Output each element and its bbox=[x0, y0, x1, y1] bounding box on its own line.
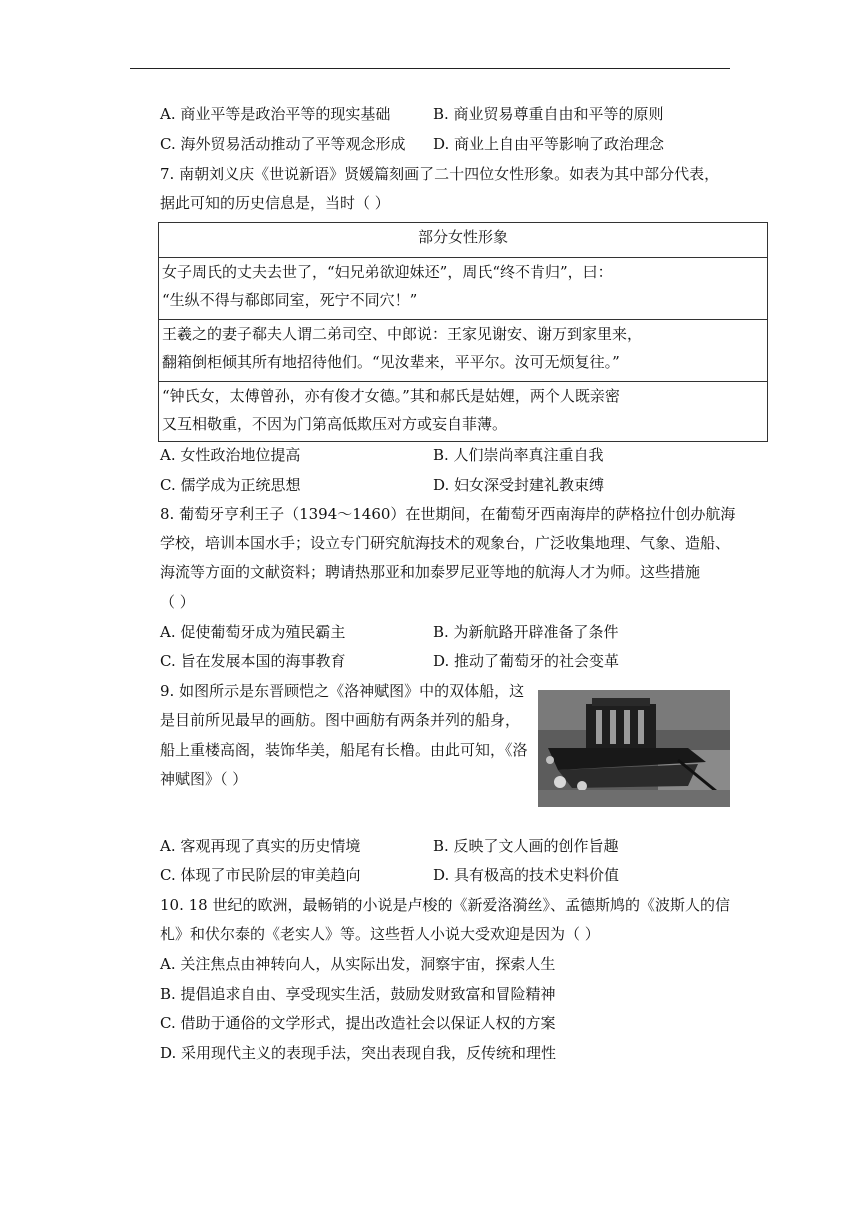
q10-option-a[interactable]: A. 关注焦点由神转向人，从实际出发，洞察宇宙，探索人生 bbox=[160, 955, 556, 973]
q7-option-b[interactable]: B. 人们崇尚率真注重自我 bbox=[433, 446, 604, 464]
q9-option-c[interactable]: C. 体现了市民阶层的审美趋向 bbox=[160, 866, 361, 884]
q8-option-c[interactable]: C. 旨在发展本国的海事教育 bbox=[160, 652, 346, 670]
q9-stem-line1: 9. 如图所示是东晋顾恺之《洛神赋图》中的双体船，这 bbox=[160, 682, 525, 700]
q9-stem-line4: 神赋图》（ ） bbox=[160, 770, 248, 788]
q7-table-row-2 bbox=[159, 319, 767, 381]
q6-option-c[interactable]: C. 海外贸易活动推动了平等观念形成 bbox=[160, 135, 406, 153]
q9-stem-line2: 是目前所见最早的画舫。图中画舫有两条并列的船身， bbox=[160, 711, 521, 729]
q10-option-c[interactable]: C. 借助于通俗的文学形式，提出改造社会以保证人权的方案 bbox=[160, 1014, 556, 1032]
header-rule bbox=[130, 68, 730, 69]
q8-option-d[interactable]: D. 推动了葡萄牙的社会变革 bbox=[433, 652, 620, 670]
q6-option-d[interactable]: D. 商业上自由平等影响了政治理念 bbox=[433, 135, 665, 153]
q8-option-b[interactable]: B. 为新航路开辟准备了条件 bbox=[433, 623, 619, 641]
q7-row3-line2: 又互相敬重，不因为门第高低欺压对方或妄自菲薄。 bbox=[162, 415, 508, 433]
q7-row1-line1: 女子周氏的丈夫去世了，“妇兄弟欲迎妹还”，周氏“终不肯归”，曰： bbox=[162, 263, 613, 281]
q10-stem-line1: 10. 18 世纪的欧洲，最畅销的小说是卢梭的《新爱洛漪丝》、孟德斯鸠的《波斯人的信 bbox=[160, 896, 730, 914]
q7-row1-line2: “生纵不得与郗郎同室，死宁不同穴！” bbox=[162, 291, 418, 309]
q10-stem-line2: 札》和伏尔泰的《老实人》等。这些哲人小说大受欢迎是因为（ ） bbox=[160, 925, 600, 943]
q7-row3-line1: “钟氏女，太傅曾孙，亦有俊才女德。”其和郝氏是姑娌，两个人既亲密 bbox=[162, 387, 620, 405]
q9-stem-line3: 船上重楼高阁，装饰华美，船尾有长橹。由此可知，《洛 bbox=[160, 741, 528, 759]
q7-row2-line2: 翻箱倒柜倾其所有地招待他们。“见汝辈来，平平尔。汝可无烦复往。” bbox=[162, 353, 620, 371]
q7-table-row-3 bbox=[159, 381, 767, 442]
q7-option-d[interactable]: D. 妇女深受封建礼教束缚 bbox=[433, 476, 605, 494]
q7-table bbox=[158, 222, 768, 442]
q9-option-a[interactable]: A. 客观再现了真实的历史情境 bbox=[160, 837, 361, 855]
q8-stem-line1: 8. 葡萄牙亨利王子（1394～1460）在世期间，在葡萄牙西南海岸的萨格拉什创办航海 bbox=[160, 505, 736, 523]
q9-option-b[interactable]: B. 反映了文人画的创作旨趣 bbox=[433, 837, 619, 855]
q7-table-header: 部分女性形象 bbox=[417, 228, 508, 246]
q8-stem-line4: （ ） bbox=[160, 593, 195, 611]
q6-option-a[interactable]: A. 商业平等是政治平等的现实基础 bbox=[160, 105, 391, 123]
q7-row2-line1: 王羲之的妻子郗夫人谓二弟司空、中郎说：王家见谢安、谢万到家里来， bbox=[162, 325, 643, 343]
q7-stem-line2: 据此可知的历史信息是，当时（ ） bbox=[160, 194, 390, 212]
q6-option-b[interactable]: B. 商业贸易尊重自由和平等的原则 bbox=[433, 105, 664, 123]
q9-option-d[interactable]: D. 具有极高的技术史料价值 bbox=[433, 866, 620, 884]
q7-option-c[interactable]: C. 儒学成为正统思想 bbox=[160, 476, 301, 494]
q10-option-b[interactable]: B. 提倡追求自由、享受现实生活，鼓励发财致富和冒险精神 bbox=[160, 985, 556, 1003]
q7-option-a[interactable]: A. 女性政治地位提高 bbox=[160, 446, 301, 464]
q8-option-a[interactable]: A. 促使葡萄牙成为殖民霸主 bbox=[160, 623, 346, 641]
luoshen-painting-image bbox=[538, 690, 730, 807]
q8-stem-line3: 海流等方面的文献资料；聘请热那亚和加泰罗尼亚等地的航海人才为师。这些措施 bbox=[160, 563, 701, 581]
q8-stem-line2: 学校，培训本国水手；设立专门研究航海技术的观象台，广泛收集地理、气象、造船、 bbox=[160, 534, 731, 552]
q10-option-d[interactable]: D. 采用现代主义的表现手法，突出表现自我，反传统和理性 bbox=[160, 1044, 557, 1062]
q7-stem-line1: 7. 南朝刘义庆《世说新语》贤媛篇刻画了二十四位女性形象。如表为其中部分代表， bbox=[160, 165, 720, 183]
q7-table-row-1 bbox=[159, 257, 767, 319]
boat-painting-icon bbox=[538, 690, 730, 807]
